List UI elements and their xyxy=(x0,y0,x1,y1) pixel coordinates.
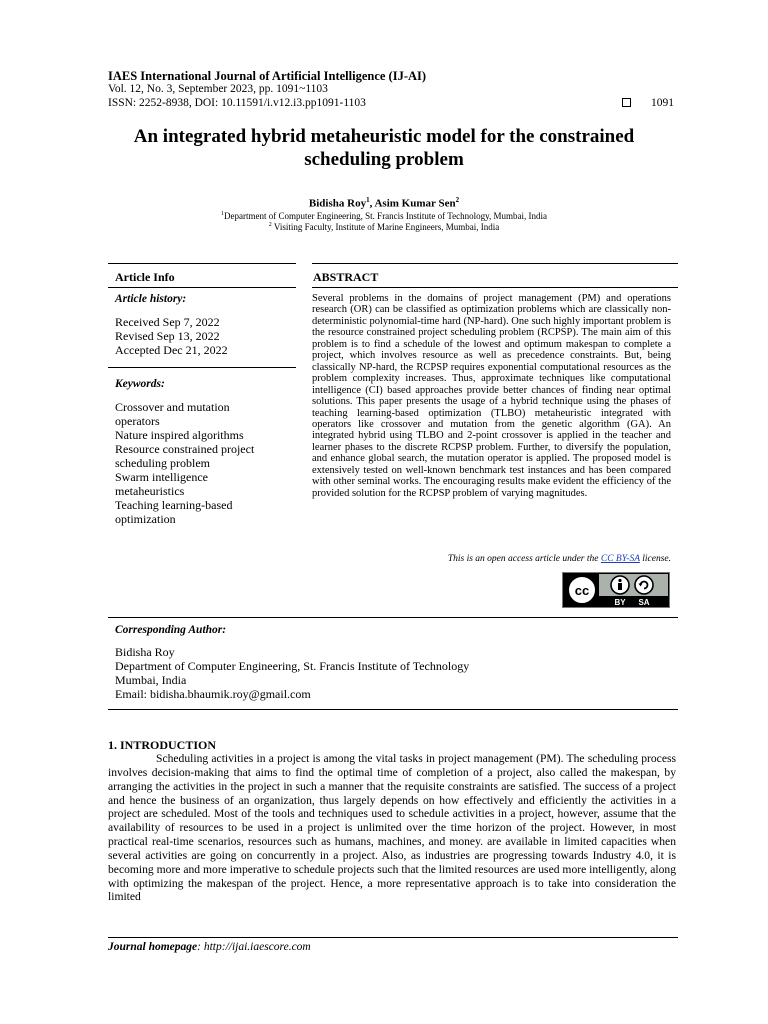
svg-text:cc: cc xyxy=(574,583,590,598)
revised-date: Revised Sep 13, 2022 xyxy=(115,329,220,343)
journal-homepage-label: Journal homepage xyxy=(108,941,198,953)
affiliation-1-sup: 1 xyxy=(220,211,224,217)
keywords-label: Keywords: xyxy=(115,378,165,390)
divider xyxy=(108,937,678,938)
received-date: Received Sep 7, 2022 xyxy=(115,315,220,329)
keyword-item: Crossover and mutation operators xyxy=(115,400,230,428)
volume-info: Vol. 12, No. 3, September 2023, pp. 1091~1103 xyxy=(108,83,328,95)
corresponding-email: Email: bidisha.bhaumik.roy@gmail.com xyxy=(115,687,311,701)
affiliation-1-text: Department of Computer Engineering, St. Francis Institute of Technology, Mumbai, India xyxy=(223,211,548,221)
corresponding-dept: Department of Computer Engineering, St. Francis Institute of Technology xyxy=(115,659,470,673)
introduction-heading: 1. INTRODUCTION xyxy=(108,738,217,752)
title-line-2: scheduling problem xyxy=(304,149,464,170)
divider xyxy=(108,287,296,288)
page-number: 1091 xyxy=(651,97,674,109)
open-access-prefix: This is an open access article under the xyxy=(447,554,601,564)
affiliation-2-text: Visiting Faculty, Institute of Marine Engineers, Mumbai, India xyxy=(271,222,500,232)
accepted-date: Accepted Dec 21, 2022 xyxy=(115,343,228,357)
journal-name: IAES International Journal of Artificial Intelligence (IJ-AI) xyxy=(108,69,427,83)
keyword-item: Resource constrained project scheduling problem xyxy=(115,442,255,470)
paper-title xyxy=(100,125,668,171)
introduction-body xyxy=(108,752,676,904)
cc-badge-sa: SA xyxy=(638,598,650,607)
abstract-heading: ABSTRACT xyxy=(313,270,379,284)
divider xyxy=(108,263,296,264)
attribution-icon xyxy=(611,576,629,594)
article-history-label: Article history: xyxy=(115,293,187,305)
divider xyxy=(312,287,678,288)
journal-homepage xyxy=(108,941,311,953)
divider xyxy=(108,709,678,710)
author-1-sup: 1 xyxy=(366,196,370,204)
cc-by-sa-link[interactable]: CC BY-SA xyxy=(600,554,640,564)
author-separator: , xyxy=(369,197,375,210)
abstract-text: Several problems in the domains of project management (PM) and operations research (OR) can be classified as optimization problems which are classically non-deterministic polynomial-time hard (NP-hard). One such highly important problem is the resource constrained project scheduling problem (RCPSP). The main aim of this problem is to find a schedule of the lowest and optimum makespan to complete a project, which involves resource as well as precedence constraints. But, being classically NP-hard, the RCPSP requires exponential computational resources as the problem complexity increases. Thus, approximate techniques like computational intelligence (CI) based approaches provide better chances of finding near optimal solutions. This paper presents the usage of a hybrid technique using the phases of teaching learning-based optimization (TLBO) metaheuristic integrated with operators like crossover and mutation from the genetic algorithm (GA). An integrated hybrid using TLBO and 2-point crossover is applied in the teacher and learner phases to the discrete RCPSP problem. Further, to diversify the population, and enhance global search, the mutation operator is applied. The proposed model is extensively tested on well-known benchmark test instances and has been compared with other seminal works. The encouraging results make evident the efficiency of the provided solution for the RCPSP problem of varying magnitudes. xyxy=(312,293,671,499)
share-alike-icon xyxy=(635,576,653,594)
affiliation-1 xyxy=(100,211,668,221)
cc-badge-by: BY xyxy=(614,598,626,607)
square-icon xyxy=(622,98,631,107)
keyword-item: Swarm intelligence metaheuristics xyxy=(115,470,208,498)
author-2: Asim Kumar Sen xyxy=(374,197,456,210)
creative-commons-icon xyxy=(568,576,596,604)
keyword-item: Nature inspired algorithms xyxy=(115,428,244,442)
keyword-item: Teaching learning-based optimization xyxy=(115,498,233,526)
author-1: Bidisha Roy xyxy=(308,197,367,210)
divider xyxy=(108,367,296,368)
corresponding-name: Bidisha Roy xyxy=(115,645,175,659)
open-access-suffix: license. xyxy=(639,554,671,564)
divider xyxy=(108,617,678,618)
corresponding-author-label: Corresponding Author: xyxy=(115,624,227,636)
author-2-sup: 2 xyxy=(455,196,460,204)
title-line-1: An integrated hybrid metaheuristic model for the constrained xyxy=(133,126,635,147)
affiliation-2-sup: 2 xyxy=(268,222,272,228)
article-info-heading: Article Info xyxy=(115,270,175,284)
journal-homepage-url[interactable]: : http://ijai.iaescore.com xyxy=(197,941,311,953)
introduction-paragraph: Scheduling activities in a project is among the vital tasks in project management (PM). The scheduling process involves decision-making that aims to find the optimal time of completion of a project, also called the makespan, by arranging the activities in the project in such a manner that the requisite constraints are satisfied. The success of a project and hence the business of an organization, thus largely depends on how effectively and efficiently the activities in a project are scheduled. Most of the tools and techniques used to schedule activities in a project, however, assume that the availability of resources to be used in a project is unlimited over the time horizon of the project. However, in most practical real-time scenarios, resources such as humans, machines, and money. are available in limited capacities when several activities are going on concurrently in a project. Also, as industries are progressing towards Industry 4.0, it is becoming more and more imperative to schedule projects such that the limited resources are used more intelligently, along with optimizing the makespan of the project. Hence, a more representative approach is to take into consideration the limited xyxy=(108,752,676,904)
issn-doi: ISSN: 2252-8938, DOI: 10.11591/i.v12.i3.pp1091-1103 xyxy=(108,97,366,109)
author-list xyxy=(100,196,668,210)
open-access-note xyxy=(312,554,671,564)
affiliation-2 xyxy=(100,222,668,232)
divider xyxy=(312,263,678,264)
corresponding-city: Mumbai, India xyxy=(115,673,187,687)
cc-by-sa-badge[interactable] xyxy=(562,572,670,608)
cc-badge-graphic xyxy=(563,573,669,607)
